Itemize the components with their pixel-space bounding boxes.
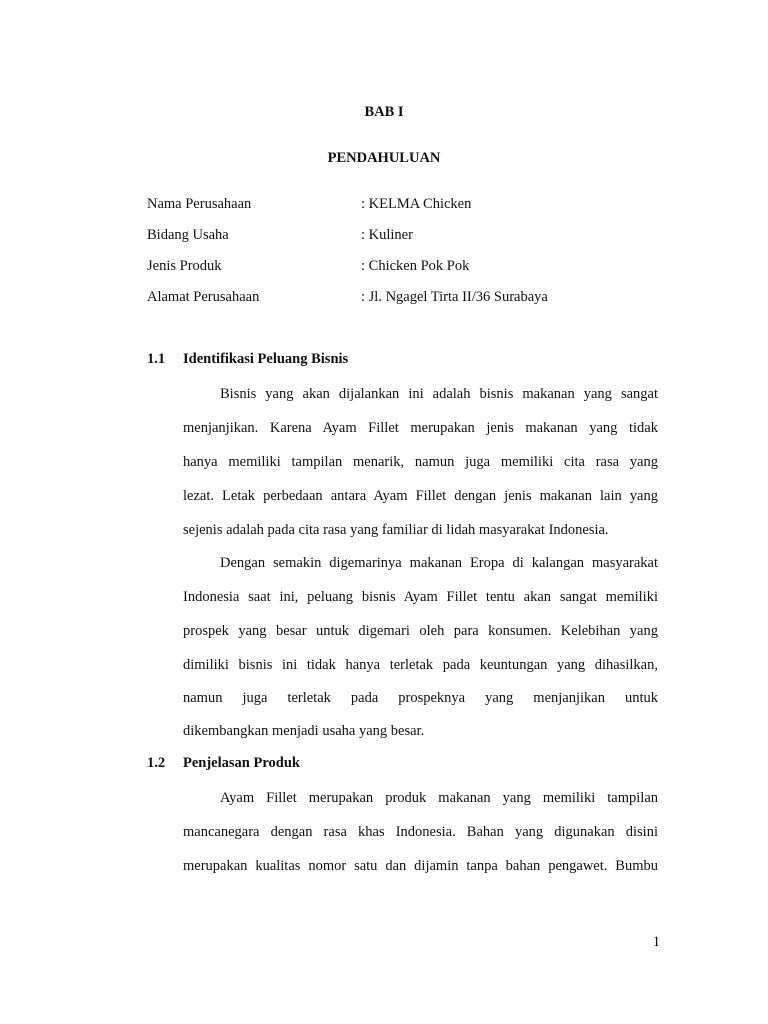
section-number: 1.1 (147, 351, 166, 367)
paragraph-line: dikembangkan menjadi usaha yang besar. (183, 723, 425, 739)
paragraph-line: namun juga terletak pada prospeknya yang menjanjikan untuk (183, 690, 658, 706)
info-label: Bidang Usaha (147, 227, 229, 243)
company-info-row (147, 289, 667, 309)
chapter-label: BAB I (364, 104, 404, 120)
paragraph-line: dimiliki bisnis ini tidak hanya terletak pada keuntungan yang dihasilkan, (183, 657, 658, 673)
page-number: 1 (652, 934, 660, 950)
info-value: : Jl. Ngagel Tirta II/36 Surabaya (361, 289, 548, 305)
info-label: Alamat Perusahaan (147, 289, 260, 305)
info-label: Nama Perusahaan (147, 196, 252, 212)
section-title: Penjelasan Produk (183, 755, 300, 771)
paragraph-line: Dengan semakin digemarinya makanan Eropa di kalangan masyarakat (220, 555, 658, 571)
paragraph-line: hanya memiliki tampilan menarik, namun juga memiliki cita rasa yang (183, 454, 658, 470)
paragraph-line: Ayam Fillet merupakan produk makanan yang memiliki tampilan (220, 790, 658, 806)
company-info-row (147, 196, 667, 216)
paragraph-line: lezat. Letak perbedaan antara Ayam Fillet dengan jenis makanan lain yang (183, 488, 658, 504)
section-title: Identifikasi Peluang Bisnis (183, 351, 349, 367)
company-info-row (147, 227, 667, 247)
info-label: Jenis Produk (147, 258, 222, 274)
paragraph-line: menjanjikan. Karena Ayam Fillet merupakan jenis makanan yang tidak (183, 420, 658, 436)
paragraph-line: Indonesia saat ini, peluang bisnis Ayam Fillet tentu akan sangat memiliki (183, 589, 658, 605)
section-number: 1.2 (147, 755, 166, 771)
paragraph-line: prospek yang besar untuk digemari oleh para konsumen. Kelebihan yang (183, 623, 658, 639)
info-value: : Chicken Pok Pok (361, 258, 470, 274)
info-value: : Kuliner (361, 227, 413, 243)
info-value: : KELMA Chicken (361, 196, 472, 212)
paragraph-line: merupakan kualitas nomor satu dan dijamin tanpa bahan pengawet. Bumbu (183, 858, 658, 874)
paragraph-line: mancanegara dengan rasa khas Indonesia. Bahan yang digunakan disini (183, 824, 658, 840)
paragraph-line: sejenis adalah pada cita rasa yang familiar di lidah masyarakat Indonesia. (183, 522, 609, 538)
paragraph-line: Bisnis yang akan dijalankan ini adalah bisnis makanan yang sangat (220, 386, 658, 402)
chapter-title: PENDAHULUAN (327, 150, 441, 166)
company-info-row (147, 258, 667, 278)
